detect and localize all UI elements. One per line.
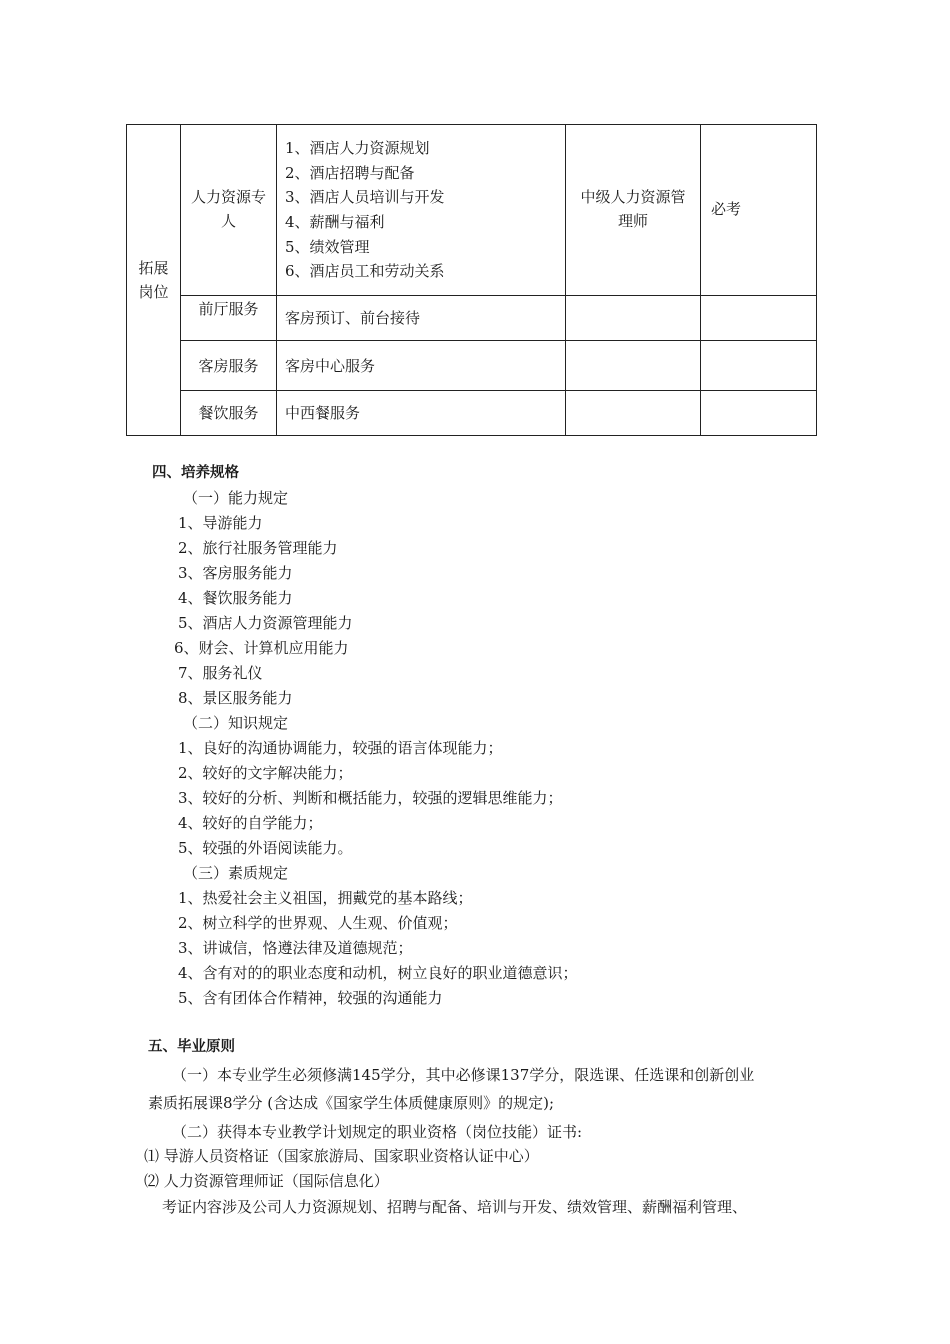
table-row: [127, 125, 817, 296]
duties-cell: 中西餐服务: [277, 391, 566, 436]
list-item: 3、较好的分析、判断和概括能力，较强的逻辑思维能力；: [178, 789, 563, 807]
certificate-cell: [566, 391, 701, 436]
duty-item: 2、酒店招聘与配备: [285, 163, 415, 182]
certificate-cell: 中级人力资源管理师: [566, 125, 701, 296]
duty-item: 1、酒店人力资源规划: [285, 139, 430, 158]
subsection-title: （三）素质规定: [183, 864, 289, 882]
list-item: 5、含有团体合作精神，较强的沟通能力: [178, 989, 443, 1007]
duty-item: 4、薪酬与福利: [285, 213, 385, 231]
list-item: 8、景区服务能力: [178, 689, 293, 707]
duties-cell: 客房预订、前台接待: [277, 296, 566, 341]
subsection-title: （二）知识规定: [183, 714, 289, 732]
requirement-cell: 必考: [701, 125, 817, 296]
list-item: 2、旅行社服务管理能力: [178, 539, 338, 557]
paragraph-line: （一）本专业学生必须修满145学分，其中必修课137学分，限选课、任选课和创新创业: [172, 1066, 755, 1084]
position-cell: 前厅服务: [181, 296, 277, 341]
list-item: 6、财会、计算机应用能力: [174, 639, 349, 657]
duties-cell: 客房中心服务: [277, 341, 566, 391]
category-cell: 拓展岗位: [127, 125, 181, 436]
duties-cell: [277, 125, 566, 296]
list-item: 1、导游能力: [178, 514, 263, 532]
certificate-cell: [566, 296, 701, 341]
list-item: 1、热爱社会主义祖国，拥戴党的基本路线；: [178, 889, 473, 907]
position-cell: 餐饮服务: [181, 391, 277, 436]
paragraph-line: 素质拓展课8学分 (含达成《国家学生体质健康原则》的规定);: [148, 1094, 555, 1112]
list-item: 7、服务礼仪: [178, 664, 263, 682]
table-row: [127, 341, 817, 391]
requirement-cell: [701, 296, 817, 341]
requirement-cell: [701, 391, 817, 436]
list-item: 5、酒店人力资源管理能力: [178, 614, 353, 632]
section-heading: 五、毕业原则: [148, 1039, 235, 1055]
list-item: 4、较好的自学能力；: [178, 814, 323, 832]
list-item: 1、良好的沟通协调能力，较强的语言体现能力；: [178, 739, 503, 757]
job-table: [126, 124, 817, 436]
position-cell: 人力资源专人: [181, 125, 277, 296]
list-item: ⑴ 导游人员资格证（国家旅游局、国家职业资格认证中心）: [144, 1147, 539, 1165]
list-item: 4、餐饮服务能力: [178, 589, 293, 607]
position-cell: 客房服务: [181, 341, 277, 391]
table-row: [127, 391, 817, 436]
duty-item: 5、绩效管理: [285, 237, 370, 256]
requirement-cell: [701, 341, 817, 391]
table-row: [127, 296, 817, 341]
list-item: 2、树立科学的世界观、人生观、价值观；: [178, 914, 458, 932]
list-item: 3、讲诚信，恪遵法律及道德规范；: [178, 939, 413, 957]
certificate-cell: [566, 341, 701, 391]
section-heading: 四、培养规格: [152, 465, 239, 481]
list-item: 5、较强的外语阅读能力。: [178, 839, 353, 857]
paragraph-line: （二）获得本专业教学计划规定的职业资格（岗位技能）证书:: [172, 1123, 583, 1141]
subsection-title: （一）能力规定: [183, 489, 289, 507]
paragraph-line: 考证内容涉及公司人力资源规划、招聘与配备、培训与开发、绩效管理、薪酬福利管理、: [162, 1198, 748, 1216]
list-item: ⑵ 人力资源管理师证（国际信息化）: [144, 1172, 389, 1190]
duty-item: 3、酒店人员培训与开发: [285, 188, 445, 207]
list-item: 3、客房服务能力: [178, 564, 293, 582]
duty-item: 6、酒店员工和劳动关系: [285, 262, 445, 281]
list-item: 4、含有对的的职业态度和动机，树立良好的职业道德意识；: [178, 964, 578, 982]
list-item: 2、较好的文字解决能力；: [178, 764, 353, 782]
